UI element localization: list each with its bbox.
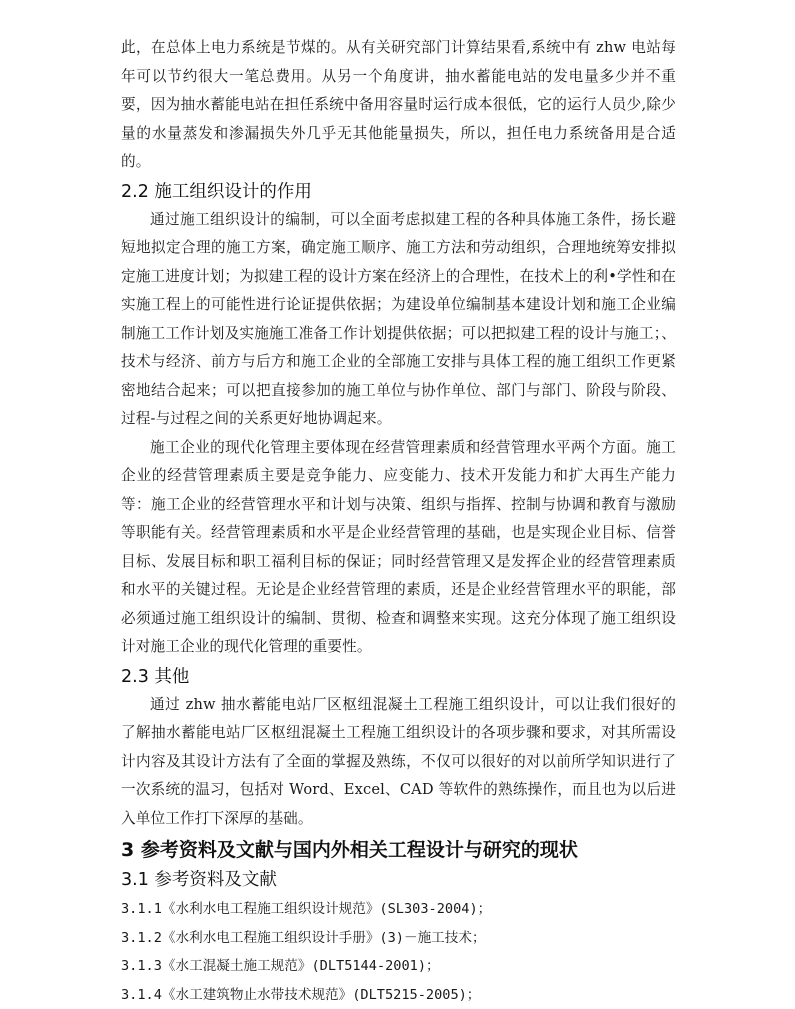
section-2-2-paragraph-1: 通过施工组织设计的编制，可以全面考虑拟建工程的各种具体施工条件，扬长避短地拟定合理的施工方案，确定施工顺序、施工方法和劳动组织，合理地统筹安排拟定施工进度计划；为拟建工程的设计方案在经济上的合理性，在技术上的利•学性和在实施工程上的可能性进行论证提供依据；为建设单位编制基本建设计划和施工企业编制施工工作计划及实施施工准备工作计划提供依据；可以把拟建工程的设计与施工；、技术与经济、前方与后方和施工企业的全部施工安排与具体工程的施工组织工作更紧密地结合起来；可以把直接参加的施工单位与协作单位、部门与部门、阶段与阶段、过程-与过程之间的关系更好地协调起来。 [121, 206, 676, 434]
section-2-3-heading: 2.3 其他 [121, 663, 676, 691]
reference-item: 3.1.4《水工建筑物止水带技术规范》(DLT5215-2005)； [121, 981, 676, 1009]
reference-list [121, 895, 676, 1009]
section-3-1-heading: 3.1 参考资料及文献 [121, 866, 676, 894]
section-2-2-paragraph-2: 施工企业的现代化管理主要体现在经营管理素质和经营管理水平两个方面。施工企业的经营管理素质主要是竞争能力、应变能力、技术开发能力和扩大再生产能力等：施工企业的经营管理水平和计划与决策、组织与指挥、控制与协调和教育与激励等职能有关。经营管理素质和水平是企业经营管理的基础，也是实现企业目标、信誉目标、发展目标和职工福利目标的保证；同时经营管理又是发挥企业的经营管理素质和水平的关键过程。无论是企业经营管理的素质，还是企业经营管理水平的职能，部必须通过施工组织设计的编制、贯彻、检查和调整来实现。这充分体现了施工组织设计对施工企业的现代化管理的重要性。 [121, 434, 676, 662]
section-3-heading: 3 参考资料及文献与国内外相关工程设计与研究的现状 [121, 835, 676, 865]
document-page [121, 0, 676, 1009]
reference-item: 3.1.1《水利水电工程施工组织设计规范》(SL303-2004)； [121, 895, 676, 924]
section-2-3-paragraph: 通过 zhw 抽水蓄能电站厂区枢纽混凝土工程施工组织设计，可以让我们很好的了解抽水蓄能电站厂区枢纽混凝土工程施工组织设计的各项步骤和要求，对其所需设计内容及其设计方法有了全面的掌握及熟练，不仅可以很好的对以前所学知识进行了一次系统的温习，包括对 Word、Excel、CAD 等软件的熟练操作，而且也为以后进入单位工作打下深厚的基础。 [121, 691, 676, 834]
intro-paragraph: 此，在总体上电力系统是节煤的。从有关研究部门计算结果看,系统中有 zhw 电站每年可以节约很大一笔总费用。从另一个角度讲，抽水蓄能电站的发电量多少并不重要，因为抽水蓄能电站在担任系统中备用容量时运行成本很低，它的运行人员少,除少量的水量蒸发和渗漏损失外几乎无其他能量损失，所以，担任电力系统备用是合适的。 [121, 34, 676, 177]
reference-item: 3.1.3《水工混凝土施工规范》(DLT5144-2001)； [121, 952, 676, 981]
section-2-2-heading: 2.2 施工组织设计的作用 [121, 178, 676, 206]
reference-item: 3.1.2《水利水电工程施工组织设计手册》(3)－施工技术； [121, 924, 676, 953]
